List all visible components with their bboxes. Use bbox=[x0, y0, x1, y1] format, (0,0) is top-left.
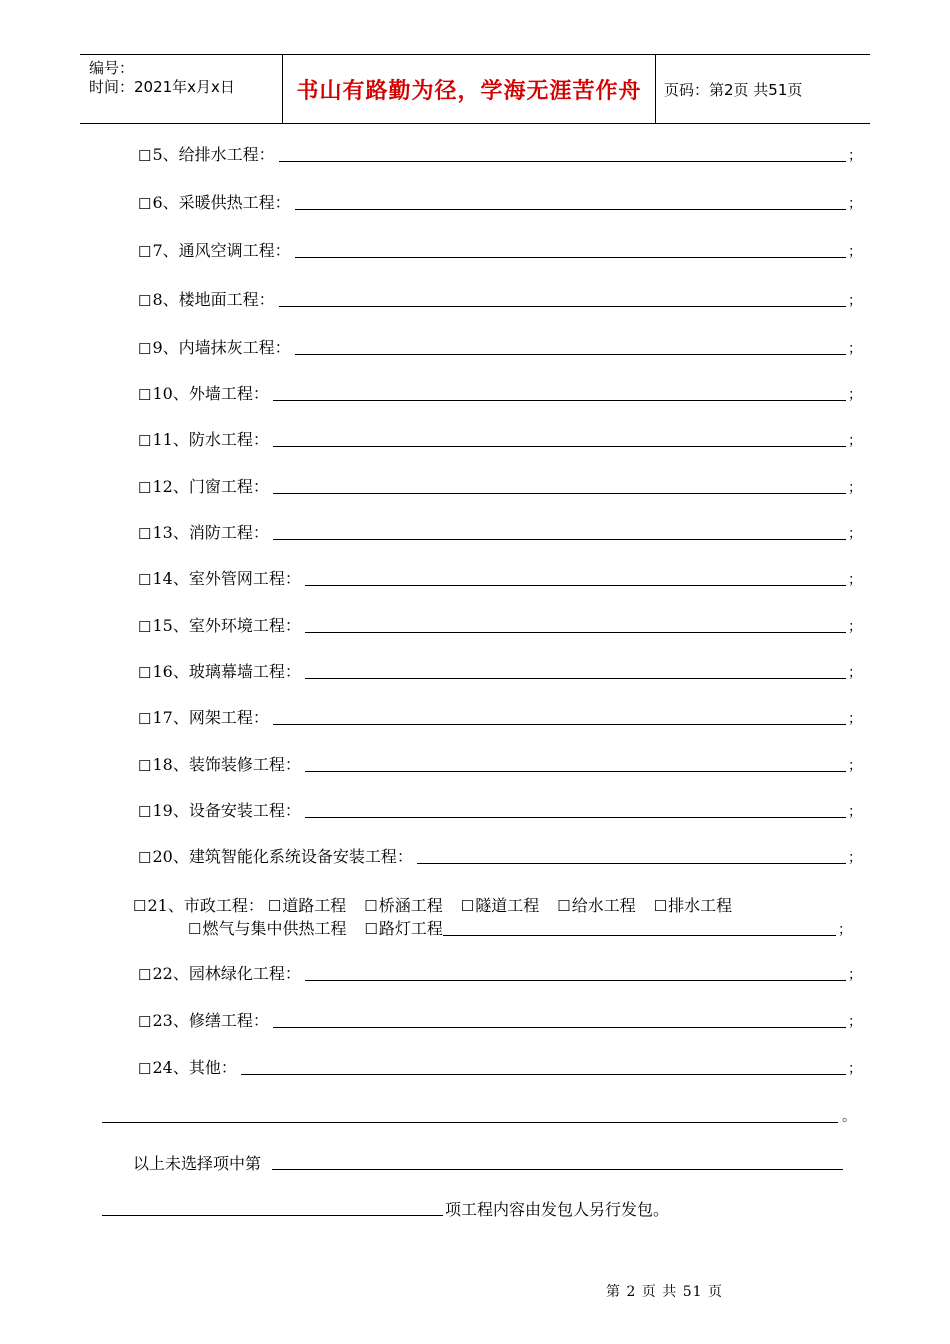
checkbox[interactable]: ☐ bbox=[138, 757, 152, 775]
item-21-row bbox=[133, 893, 863, 916]
header-meta bbox=[80, 55, 282, 123]
item-blank[interactable] bbox=[305, 662, 846, 679]
item-label: 9、内墙抹灰工程： bbox=[152, 338, 291, 357]
item-end: ； bbox=[848, 341, 862, 357]
checkbox[interactable]: ☐ bbox=[138, 386, 152, 404]
checkbox[interactable]: ☐ bbox=[138, 710, 152, 728]
item-blank[interactable] bbox=[305, 964, 846, 981]
item-row bbox=[138, 1009, 862, 1031]
blank-line-end: 。 bbox=[842, 1109, 856, 1125]
item-row bbox=[138, 660, 862, 682]
item-blank[interactable] bbox=[305, 801, 846, 818]
item-end: ； bbox=[848, 526, 862, 542]
checkbox[interactable]: ☐ bbox=[138, 195, 152, 213]
item-blank[interactable] bbox=[295, 338, 846, 355]
item-label: 8、楼地面工程： bbox=[152, 290, 275, 309]
item-row bbox=[138, 706, 862, 728]
item-label: 11、防水工程： bbox=[152, 430, 269, 449]
item-row bbox=[138, 475, 862, 497]
item-row bbox=[138, 799, 862, 821]
checkbox[interactable]: ☐ bbox=[133, 897, 147, 915]
checkbox[interactable]: ☐ bbox=[364, 897, 378, 915]
code-label: 编号： bbox=[89, 59, 135, 77]
item-blank[interactable] bbox=[295, 193, 846, 210]
item-end: ； bbox=[848, 433, 862, 449]
option-item bbox=[461, 896, 539, 915]
checkbox[interactable]: ☐ bbox=[364, 920, 378, 938]
item-row bbox=[138, 614, 862, 636]
unselected-blank-1[interactable] bbox=[272, 1153, 843, 1170]
item-blank[interactable] bbox=[305, 616, 846, 633]
item-label: 20、建筑智能化系统设备安装工程： bbox=[152, 847, 413, 866]
item-label: 14、室外管网工程： bbox=[152, 569, 301, 588]
item-blank[interactable] bbox=[295, 241, 846, 258]
item-label: 22、园林绿化工程： bbox=[152, 964, 301, 983]
option-label: 排水工程 bbox=[668, 896, 733, 915]
item-row bbox=[138, 336, 862, 358]
checkbox[interactable]: ☐ bbox=[138, 243, 152, 261]
item-end: ； bbox=[848, 804, 862, 820]
item-end: ； bbox=[848, 196, 862, 212]
item-blank[interactable] bbox=[273, 384, 846, 401]
checkbox[interactable]: ☐ bbox=[138, 849, 152, 867]
header-page-cell bbox=[654, 55, 870, 123]
checkbox[interactable]: ☐ bbox=[138, 340, 152, 358]
item-row bbox=[138, 239, 862, 261]
item-21-end: ； bbox=[838, 922, 852, 938]
item-label: 15、室外环境工程： bbox=[152, 616, 301, 635]
item-end: ； bbox=[848, 387, 862, 403]
option-label: 路灯工程 bbox=[378, 919, 443, 938]
checkbox[interactable]: ☐ bbox=[138, 571, 152, 589]
page-footer: 第 2 页 共 51 页 bbox=[606, 1284, 723, 1300]
item-row bbox=[138, 143, 862, 165]
item-label: 7、通风空调工程： bbox=[152, 241, 291, 260]
page-info: 页码：第2页 共51页 bbox=[664, 80, 803, 99]
item-blank[interactable] bbox=[417, 847, 846, 864]
motto: 书山有路勤为径，学海无涯苦作舟 bbox=[296, 77, 642, 104]
item-end: ； bbox=[848, 1061, 862, 1077]
extra-blank-line[interactable] bbox=[102, 1108, 838, 1123]
item-blank[interactable] bbox=[273, 523, 846, 540]
item-21-blank[interactable] bbox=[443, 919, 836, 936]
item-end: ； bbox=[848, 480, 862, 496]
option-label: 给水工程 bbox=[571, 896, 636, 915]
option-item bbox=[188, 916, 346, 939]
option-item bbox=[364, 916, 442, 939]
item-blank[interactable] bbox=[273, 430, 846, 447]
checkbox[interactable]: ☐ bbox=[138, 432, 152, 450]
item-label: 13、消防工程： bbox=[152, 523, 269, 542]
item-row bbox=[138, 521, 862, 543]
item-blank[interactable] bbox=[273, 1011, 846, 1028]
checkbox[interactable]: ☐ bbox=[138, 966, 152, 984]
header-motto-cell bbox=[282, 55, 656, 123]
checkbox[interactable]: ☐ bbox=[138, 147, 152, 165]
item-label: 10、外墙工程： bbox=[152, 384, 269, 403]
item-label: 16、玻璃幕墙工程： bbox=[152, 662, 301, 681]
item-row bbox=[138, 191, 862, 213]
item-end: ； bbox=[848, 244, 862, 260]
checkbox[interactable]: ☐ bbox=[138, 479, 152, 497]
unselected-suffix: 项工程内容由发包人另行发包。 bbox=[445, 1200, 670, 1219]
checkbox[interactable]: ☐ bbox=[267, 897, 282, 915]
item-row bbox=[138, 567, 862, 589]
item-blank[interactable] bbox=[273, 708, 846, 725]
item-row bbox=[138, 962, 862, 984]
item-blank[interactable] bbox=[241, 1058, 846, 1075]
option-item bbox=[364, 896, 442, 915]
item-label: 23、修缮工程： bbox=[152, 1011, 269, 1030]
item-end: ； bbox=[848, 619, 862, 635]
item-label: 19、设备安装工程： bbox=[152, 801, 301, 820]
item-row bbox=[138, 288, 862, 310]
item-label: 24、其他： bbox=[152, 1058, 237, 1077]
page-header bbox=[80, 54, 870, 124]
item-label: 18、装饰装修工程： bbox=[152, 755, 301, 774]
checkbox[interactable]: ☐ bbox=[557, 897, 571, 915]
option-label: 隧道工程 bbox=[475, 896, 540, 915]
item-row bbox=[138, 845, 862, 867]
item-blank[interactable] bbox=[279, 145, 846, 162]
item-row bbox=[138, 428, 862, 450]
item-label: 6、采暖供热工程： bbox=[152, 193, 291, 212]
unselected-prefix: 以上未选择项中第 bbox=[133, 1154, 262, 1173]
item-blank[interactable] bbox=[273, 477, 846, 494]
checkbox[interactable]: ☐ bbox=[460, 897, 475, 915]
checkbox[interactable]: ☐ bbox=[188, 920, 202, 938]
item-row bbox=[138, 382, 862, 404]
option-item bbox=[268, 896, 346, 915]
item-blank[interactable] bbox=[305, 569, 846, 586]
item-blank[interactable] bbox=[279, 290, 846, 307]
item-end: ； bbox=[848, 148, 862, 164]
checkbox[interactable]: ☐ bbox=[138, 292, 152, 310]
item-label: 12、门窗工程： bbox=[152, 477, 269, 496]
item-label: 17、网架工程： bbox=[152, 708, 269, 727]
item-row bbox=[138, 1056, 862, 1078]
checkbox[interactable]: ☐ bbox=[138, 1060, 152, 1078]
option-label: 道路工程 bbox=[282, 896, 347, 915]
checkbox[interactable]: ☐ bbox=[138, 803, 152, 821]
unselected-blank-2[interactable] bbox=[102, 1199, 443, 1216]
item-label: 5、给排水工程： bbox=[152, 145, 275, 164]
option-item bbox=[654, 896, 732, 915]
item-21-label: 21、市政工程： bbox=[147, 896, 264, 915]
item-row bbox=[138, 753, 862, 775]
checkbox[interactable]: ☐ bbox=[138, 618, 152, 636]
option-label: 桥涵工程 bbox=[378, 896, 443, 915]
item-end: ； bbox=[848, 1014, 862, 1030]
item-blank[interactable] bbox=[305, 755, 846, 772]
checkbox[interactable]: ☐ bbox=[138, 664, 152, 682]
item-end: ； bbox=[848, 758, 862, 774]
item-end: ； bbox=[848, 293, 862, 309]
checkbox[interactable]: ☐ bbox=[138, 525, 152, 543]
checkbox[interactable]: ☐ bbox=[138, 1013, 152, 1031]
date-line: 时间：2021年x月x日 bbox=[89, 78, 235, 96]
item-end: ； bbox=[848, 711, 862, 727]
checkbox[interactable]: ☐ bbox=[653, 897, 668, 915]
item-end: ； bbox=[848, 967, 862, 983]
option-item bbox=[557, 896, 635, 915]
item-end: ； bbox=[848, 850, 862, 866]
item-end: ； bbox=[848, 665, 862, 681]
option-label: 燃气与集中供热工程 bbox=[202, 919, 347, 938]
item-end: ； bbox=[848, 572, 862, 588]
item-21-row-2 bbox=[188, 917, 852, 939]
